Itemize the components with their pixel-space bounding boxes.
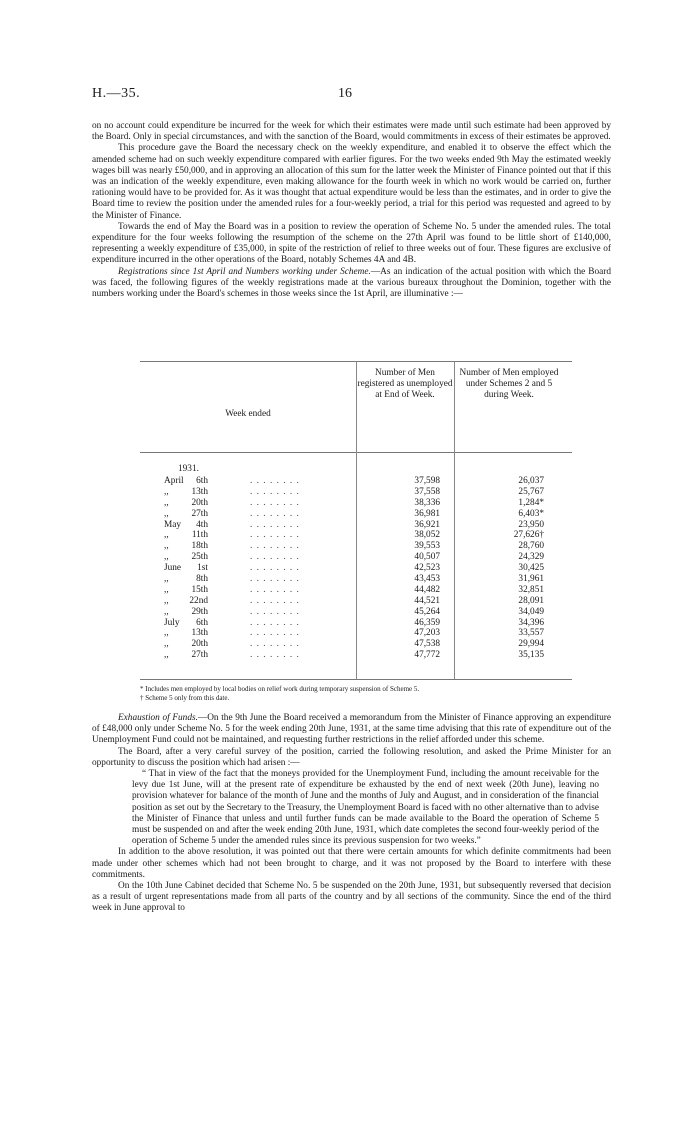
footnote-dagger: † Scheme 5 only from this date. — [140, 694, 230, 702]
table-year: 1931. — [178, 464, 199, 474]
paragraph-cabinet: On the 10th June Cabinet decided that Scheme No. 5 be suspended on the 20th June, 1931, but subsequently reversed that decision as a result of urgent representations made from all parts of the country and by all sections of the community. Since the end of the third week in June approval to — [92, 881, 611, 914]
row-month: ,, — [164, 552, 169, 563]
row-month: ,, — [164, 497, 169, 508]
row-employed: 34,396 — [518, 617, 544, 628]
row-leader-dots: . . . . . . . . — [250, 617, 300, 628]
row-employed: 28,091 — [518, 595, 544, 606]
row-registered: 36,921 — [414, 519, 440, 530]
col-header-week: Week ended — [225, 409, 271, 419]
row-registered: 40,507 — [414, 552, 440, 563]
body-text-top — [92, 121, 611, 300]
row-registered: 39,553 — [414, 541, 440, 552]
row-month: ,, — [164, 606, 169, 617]
row-employed: 26,037 — [518, 476, 544, 486]
table-row — [140, 520, 572, 531]
paragraph-exhaustion — [92, 713, 611, 747]
row-day: 22nd — [189, 595, 208, 606]
row-leader-dots: . . . . . . . . — [250, 584, 300, 595]
row-day: 13th — [191, 486, 208, 497]
row-employed: 32,851 — [518, 584, 544, 595]
row-registered: 37,558 — [414, 486, 440, 497]
registrations-table — [140, 361, 572, 680]
row-month: ,, — [164, 530, 169, 541]
row-leader-dots: . . . . . . . . — [250, 606, 300, 617]
row-day: 6th — [196, 476, 208, 486]
registrations-heading: Registrations since 1st April and Numbers working under Scheme. — [118, 266, 371, 277]
row-employed: 35,135 — [518, 650, 544, 661]
table-row — [140, 607, 572, 618]
document-reference: H.—35. — [92, 86, 141, 101]
table-row — [140, 618, 572, 629]
row-day: 1st — [197, 563, 208, 574]
row-registered: 38,336 — [414, 497, 440, 508]
row-month: ,, — [164, 508, 169, 519]
row-day: 13th — [191, 628, 208, 639]
row-day: 20th — [191, 639, 208, 650]
table-bottom-rule — [140, 679, 572, 680]
row-day: 27th — [191, 508, 208, 519]
row-employed: 33,557 — [518, 628, 544, 639]
row-day: 15th — [191, 584, 208, 595]
registrations-text: —As an indication of the actual position with which the Board was faced, the following figures of the weekly registrations made at the various bureaux throughout the Dominion, together with the numbers working under the Board's schemes in those weeks since the 1st April, are illuminative :— — [92, 266, 611, 300]
row-day: 4th — [196, 519, 208, 530]
row-registered: 47,538 — [414, 639, 440, 650]
footnote-star: * Includes men employed by local bodies on relief work during temporary suspension of Scheme 5. — [140, 685, 420, 693]
row-leader-dots: . . . . . . . . — [250, 530, 300, 541]
paragraph-continuation: on no account could expenditure be incurred for the week for which their estimates were made until such estimate had been approved by the Board. Only in special circumstances, and with the sanction of the Board, would commitments in excess of their estimates be approved. — [92, 121, 611, 143]
row-employed: 24,329 — [518, 552, 544, 563]
table-row — [140, 476, 572, 487]
table-row — [140, 487, 572, 498]
row-registered: 42,523 — [414, 563, 440, 574]
row-month: ,, — [164, 541, 169, 552]
row-day: 6th — [196, 617, 208, 628]
paragraph-review: Towards the end of May the Board was in a position to review the operation of Scheme No. 5 under the amended rules. The total expenditure for the four weeks following the resumption of the scheme on the 27th April was found to be little short of £140,000, representing a weekly expenditure of £35,000, in spite of the restriction of relief to three weeks out of four. These figures are exclusive of expenditure incurred in the other operations of the Board, notably Schemes 4A and 4B. — [92, 221, 611, 266]
row-month: July — [164, 617, 180, 628]
table-row — [140, 509, 572, 520]
row-month: ,, — [164, 595, 169, 606]
row-employed: 6,403* — [518, 508, 544, 519]
row-leader-dots: . . . . . . . . — [250, 519, 300, 530]
row-registered: 43,453 — [414, 574, 440, 585]
resolution-quote: “ That in view of the fact that the moneys provided for the Unemployment Fund, including the amount receivable for the levy due 1st June, will at the present rate of expenditure be exhausted by the end of next week (20th June), leaving no provision whatever for balance of the month of June and the months of July and August, and in consideration of the financial position as set out by the Secretary to the Treasury, the Unemployment Board is faced with no other alternative than to advise the Minister of Finance that unless and until further funds can be made available to the Board the operation of Scheme 5 must be suspended on and after the week ending 20th June, 1931, which date completes the second four-weekly period of the operation of Scheme 5 under the amended rules since its previous suspension for two weeks.” — [132, 769, 599, 847]
table-row — [140, 530, 572, 541]
table-row — [140, 628, 572, 639]
page-number: 16 — [338, 86, 352, 101]
table-body — [140, 476, 572, 661]
page-header — [92, 86, 610, 106]
row-registered: 47,203 — [414, 628, 440, 639]
row-leader-dots: . . . . . . . . — [250, 595, 300, 606]
row-registered: 47,772 — [414, 650, 440, 661]
table-row — [140, 574, 572, 585]
row-registered: 45,264 — [414, 606, 440, 617]
col-header-employed: Number of Men employed under Schemes 2 and 5 during Week. — [459, 368, 559, 400]
table-row — [140, 563, 572, 574]
row-registered: 38,052 — [414, 530, 440, 541]
paragraph-registrations — [92, 267, 611, 301]
row-leader-dots: . . . . . . . . — [250, 486, 300, 497]
row-employed: 25,767 — [518, 486, 544, 497]
table-row — [140, 650, 572, 661]
row-registered: 37,598 — [414, 476, 440, 486]
table-row — [140, 498, 572, 509]
row-day: 11th — [191, 530, 208, 541]
col-header-registered: Number of Men registered as unemployed at End of Week. — [357, 368, 453, 400]
body-text-bottom — [92, 713, 611, 915]
row-day: 20th — [191, 497, 208, 508]
row-employed: 34,049 — [518, 606, 544, 617]
table-row — [140, 541, 572, 552]
row-month: April — [164, 476, 184, 486]
row-month: ,, — [164, 486, 169, 497]
row-leader-dots: . . . . . . . . — [250, 508, 300, 519]
row-employed: 29,994 — [518, 639, 544, 650]
row-leader-dots: . . . . . . . . — [250, 574, 300, 585]
row-month: ,, — [164, 628, 169, 639]
row-employed: 30,425 — [518, 563, 544, 574]
row-month: ,, — [164, 584, 169, 595]
row-day: 29th — [191, 606, 208, 617]
table-row — [140, 585, 572, 596]
paragraph-procedure: This procedure gave the Board the necessary check on the weekly expenditure, and enabled it to observe the effect which the amended scheme had on such weekly expenditure compared with earlier figures. For the two weeks ended 9th May the estimated weekly wages bill was nearly £50,000, and in approving an allocation of this sum for the latter week the Minister of Finance pointed out that if this was an indication of the weekly expenditure, even making allowance for the fourth week in which no work would be carried on, further rationing would have to be provided for. As it was thought that actual expenditure would be less than the estimates, and in order to give the Board time to review the position under the amended rules for a four-weekly period, a trial for this period was requested and agreed to by the Minister of Finance. — [92, 143, 611, 221]
row-leader-dots: . . . . . . . . — [250, 497, 300, 508]
row-employed: 28,760 — [518, 541, 544, 552]
row-leader-dots: . . . . . . . . — [250, 541, 300, 552]
row-employed: 1,284* — [518, 497, 544, 508]
paragraph-board-resolution: The Board, after a very careful survey of the position, carried the following resolution, and asked the Prime Minister for an opportunity to discuss the position which had arisen :— — [92, 746, 611, 768]
exhaustion-text: —On the 9th June the Board received a memorandum from the Minister of Finance approving an expenditure of £48,000 only under Scheme No. 5 for the week ending 20th June, 1931, at the same time advising that this rate of expenditure out of the Unemployment Fund could not be maintained, and requesting further restrictions in the relief afforded under this scheme. — [92, 713, 611, 746]
row-day: 8th — [196, 574, 208, 585]
row-month: June — [164, 563, 182, 574]
row-registered: 44,521 — [414, 595, 440, 606]
row-day: 18th — [191, 541, 208, 552]
row-registered: 44,482 — [414, 584, 440, 595]
row-leader-dots: . . . . . . . . — [250, 650, 300, 661]
row-leader-dots: . . . . . . . . — [250, 563, 300, 574]
row-registered: 46,359 — [414, 617, 440, 628]
row-employed: 31,961 — [518, 574, 544, 585]
row-leader-dots: . . . . . . . . — [250, 639, 300, 650]
row-month: ,, — [164, 574, 169, 585]
exhaustion-heading: Exhaustion of Funds. — [118, 713, 198, 723]
row-day: 25th — [191, 552, 208, 563]
paragraph-addition: In addition to the above resolution, it was pointed out that there were certain amounts for which definite commitments had been made under other schemes which had not been brought to charge, and it was not proposed by the Board to interfere with these commitments. — [92, 847, 611, 880]
row-leader-dots: . . . . . . . . — [250, 552, 300, 563]
table-row — [140, 639, 572, 650]
table-row — [140, 596, 572, 607]
row-registered: 36,981 — [414, 508, 440, 519]
row-leader-dots: . . . . . . . . — [250, 628, 300, 639]
row-month: ,, — [164, 650, 169, 661]
table-row — [140, 552, 572, 563]
row-employed: 27,626† — [513, 530, 544, 541]
row-employed: 23,950 — [518, 519, 544, 530]
row-month: ,, — [164, 639, 169, 650]
row-month: May — [164, 519, 182, 530]
row-day: 27th — [191, 650, 208, 661]
row-leader-dots: . . . . . . . . — [250, 476, 300, 486]
